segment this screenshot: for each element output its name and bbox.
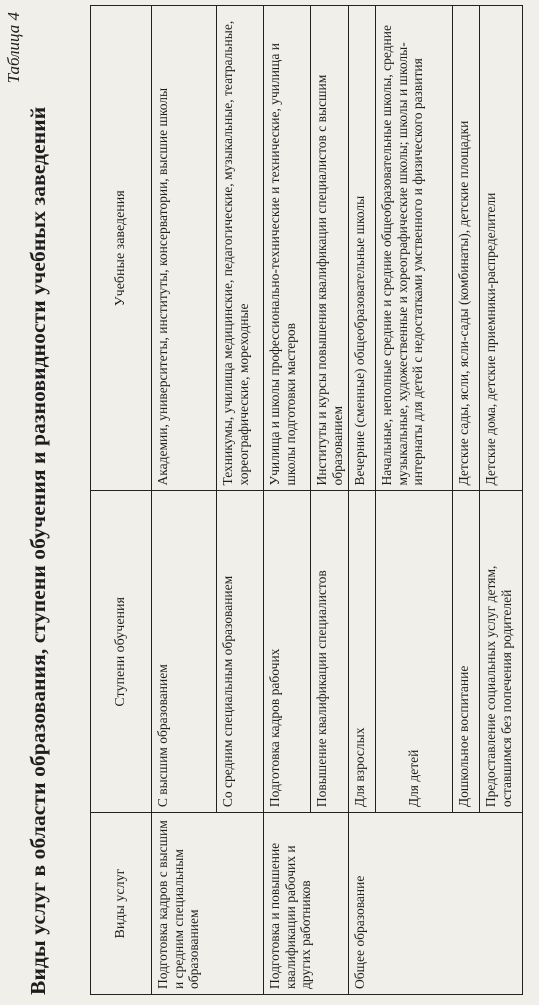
stage-cell: Предоставление социальных услуг детям, оставшимся без попечения родителей [480, 491, 523, 813]
institution-cell: Техникумы, училища медицинские, педагогические, музыкальные, театральные, хореографические, мореходные [217, 6, 264, 491]
stage-cell: С высшим образованием [152, 491, 217, 813]
stage-cell: Дошкольное воспитание [453, 491, 480, 813]
stage-cell: Подготовка кадров рабочих [264, 491, 311, 813]
institution-cell: Институты и курсы повышения квалификации специалистов с высшим образованием [311, 6, 349, 491]
table-row [152, 6, 217, 995]
service-cell: Общее образование [349, 813, 523, 995]
header-institution: Учебные заведения [91, 6, 152, 491]
service-cell: Подготовка кадров с высшим и средним специальным образованием [152, 813, 264, 995]
header-service: Виды услуг [91, 813, 152, 995]
table-row [349, 6, 376, 995]
stage-cell: Повышение квалификации специалистов [311, 491, 349, 813]
stage-cell: Для взрослых [349, 491, 376, 813]
institution-cell: Вечерние (сменные) общеобразовательные школы [349, 6, 376, 491]
institution-cell: Начальные, неполные средние и средние общеобразовательные школы, средние музыкальные, художественные и хореографические школы; школы и школы-интернаты для детей с недостатками умственного и физического развития [376, 6, 453, 491]
stage-cell: Для детей [376, 491, 453, 813]
institution-cell: Училища и школы профессионально-технические и технические, училища и школы подготовки мастеров [264, 6, 311, 491]
institution-cell: Академии, университеты, институты, консерватории, высшие школы [152, 6, 217, 491]
page-title: Виды услуг в области образования, ступени обучения и разновидности учебных заведений [26, 106, 50, 995]
service-cell: Подготовка и повышение квалификации рабочих и других работников [264, 813, 349, 995]
services-table [90, 5, 523, 995]
header-row [91, 6, 152, 995]
stage-cell: Со средним специальным образованием [217, 491, 264, 813]
table-row [264, 6, 311, 995]
institution-cell: Детские сады, ясли, ясли-сады (комбинаты), детские площадки [453, 6, 480, 491]
institution-cell: Детские дома, детские приемники-распределители [480, 6, 523, 491]
table-label: Таблица 4 [4, 12, 23, 84]
header-stage: Ступени обучения [91, 491, 152, 813]
